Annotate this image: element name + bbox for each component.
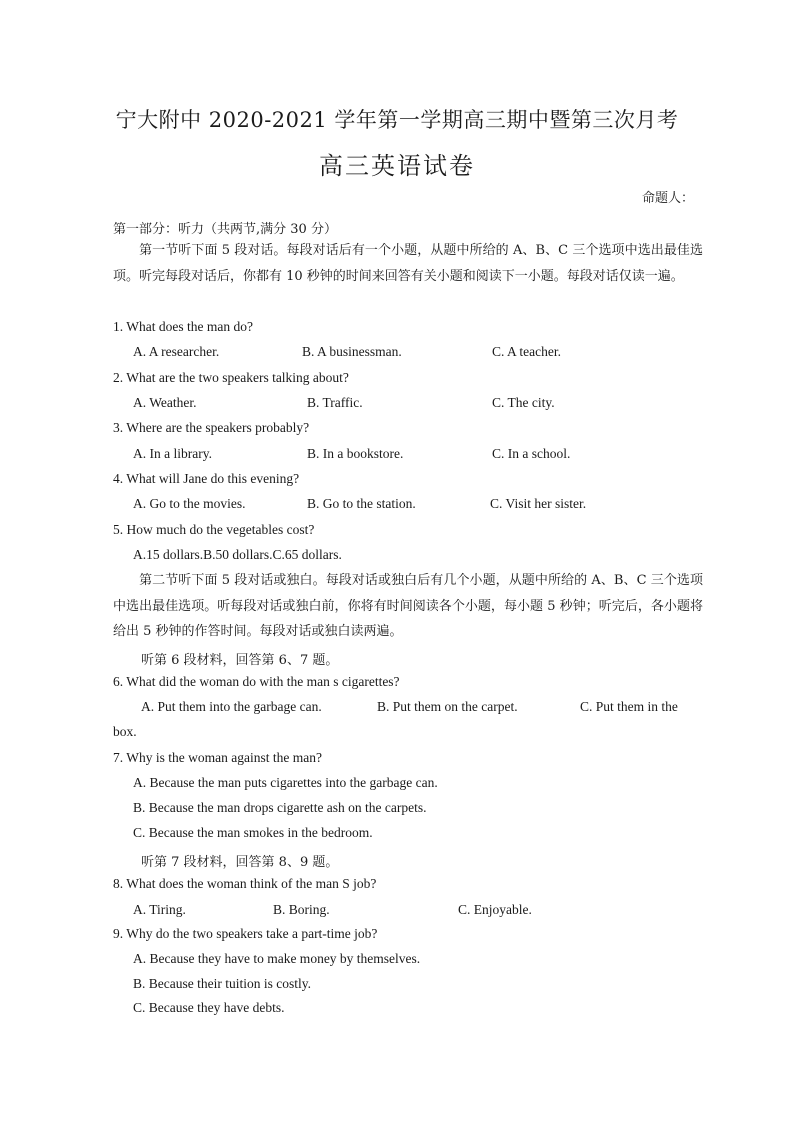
question-7-option-a: A. Because the man puts cigarettes into the garbage can. bbox=[133, 775, 438, 790]
question-7-option-c: C. Because the man smokes in the bedroom. bbox=[133, 825, 373, 840]
question-2-option-c: C. The city. bbox=[492, 395, 555, 410]
section2-intro-text: 第二节听下面 5 段对话或独白。每段对话或独白后有几个小题，从题中所给的 A、B、C 三个选项中选出最佳选项。听每段对话或独白前，你将有时间阅读各个小题，每小题 5 秒钟；听完后，各小题将给出 5 秒钟的作答时间。每段对话或独白读两遍。 bbox=[113, 573, 703, 639]
question-1-stem: 1. What does the man do? bbox=[113, 319, 253, 334]
material-7-instruction: 听第 7 段材料，回答第 8、9 题。 bbox=[141, 855, 339, 870]
exam-title: 宁大附中 2020-2021 学年第一学期高三期中暨第三次月考 bbox=[115, 108, 679, 132]
question-9-option-a: A. Because they have to make money by themselves. bbox=[133, 951, 421, 966]
question-1-option-a: A. A researcher. bbox=[133, 344, 220, 359]
exam-subtitle: 高三英语试卷 bbox=[319, 152, 475, 180]
author-label: 命题人： bbox=[642, 191, 695, 206]
question-9-stem: 9. Why do the two speakers take a part-time job? bbox=[113, 926, 378, 941]
question-6-option-c-continued: box. bbox=[113, 724, 137, 739]
question-7-option-b: B. Because the man drops cigarette ash on the carpets. bbox=[133, 800, 427, 815]
question-3-option-a: A. In a library. bbox=[133, 446, 212, 461]
question-9-option-b: B. Because their tuition is costly. bbox=[133, 976, 311, 991]
question-4-option-b: B. Go to the station. bbox=[307, 496, 416, 511]
question-4-option-c: C. Visit her sister. bbox=[490, 496, 587, 511]
question-6-option-a: A. Put them into the garbage can. bbox=[141, 699, 322, 714]
section1-intro-text: 第一节听下面 5 段对话。每段对话后有一个小题，从题中所给的 A、B、C 三个选项中选出最佳选项。听完每段对话后，你都有 10 秒钟的时间来回答有关小题和阅读下一小题。每段对话仅读一遍。 bbox=[113, 243, 703, 284]
part1-heading: 第一部分：听力（共两节,满分 30 分） bbox=[113, 222, 337, 237]
question-8-option-c: C. Enjoyable. bbox=[458, 902, 532, 917]
question-2-option-b: B. Traffic. bbox=[307, 395, 363, 410]
question-8-option-a: A. Tiring. bbox=[133, 902, 186, 917]
question-3-option-c: C. In a school. bbox=[492, 446, 571, 461]
question-7-stem: 7. Why is the woman against the man? bbox=[113, 750, 322, 765]
question-4-stem: 4. What will Jane do this evening? bbox=[113, 471, 300, 486]
question-8-stem: 8. What does the woman think of the man S job? bbox=[113, 876, 377, 891]
question-3-option-b: B. In a bookstore. bbox=[307, 446, 404, 461]
question-1-option-b: B. A businessman. bbox=[302, 344, 402, 359]
section2-intro bbox=[113, 568, 703, 645]
question-6-option-c: C. Put them in the bbox=[580, 699, 678, 714]
question-3-stem: 3. Where are the speakers probably? bbox=[113, 420, 310, 435]
question-2-stem: 2. What are the two speakers talking about? bbox=[113, 370, 349, 385]
question-6-stem: 6. What did the woman do with the man s cigarettes? bbox=[113, 674, 400, 689]
question-5-options: A.15 dollars.B.50 dollars.C.65 dollars. bbox=[133, 547, 342, 562]
question-1-option-c: C. A teacher. bbox=[492, 344, 561, 359]
question-5-stem: 5. How much do the vegetables cost? bbox=[113, 522, 315, 537]
section1-intro bbox=[113, 238, 703, 289]
question-8-option-b: B. Boring. bbox=[273, 902, 330, 917]
question-6-option-b: B. Put them on the carpet. bbox=[377, 699, 518, 714]
question-2-option-a: A. Weather. bbox=[133, 395, 197, 410]
question-9-option-c: C. Because they have debts. bbox=[133, 1000, 285, 1015]
material-6-instruction: 听第 6 段材料，回答第 6、7 题。 bbox=[141, 653, 339, 668]
question-4-option-a: A. Go to the movies. bbox=[133, 496, 246, 511]
